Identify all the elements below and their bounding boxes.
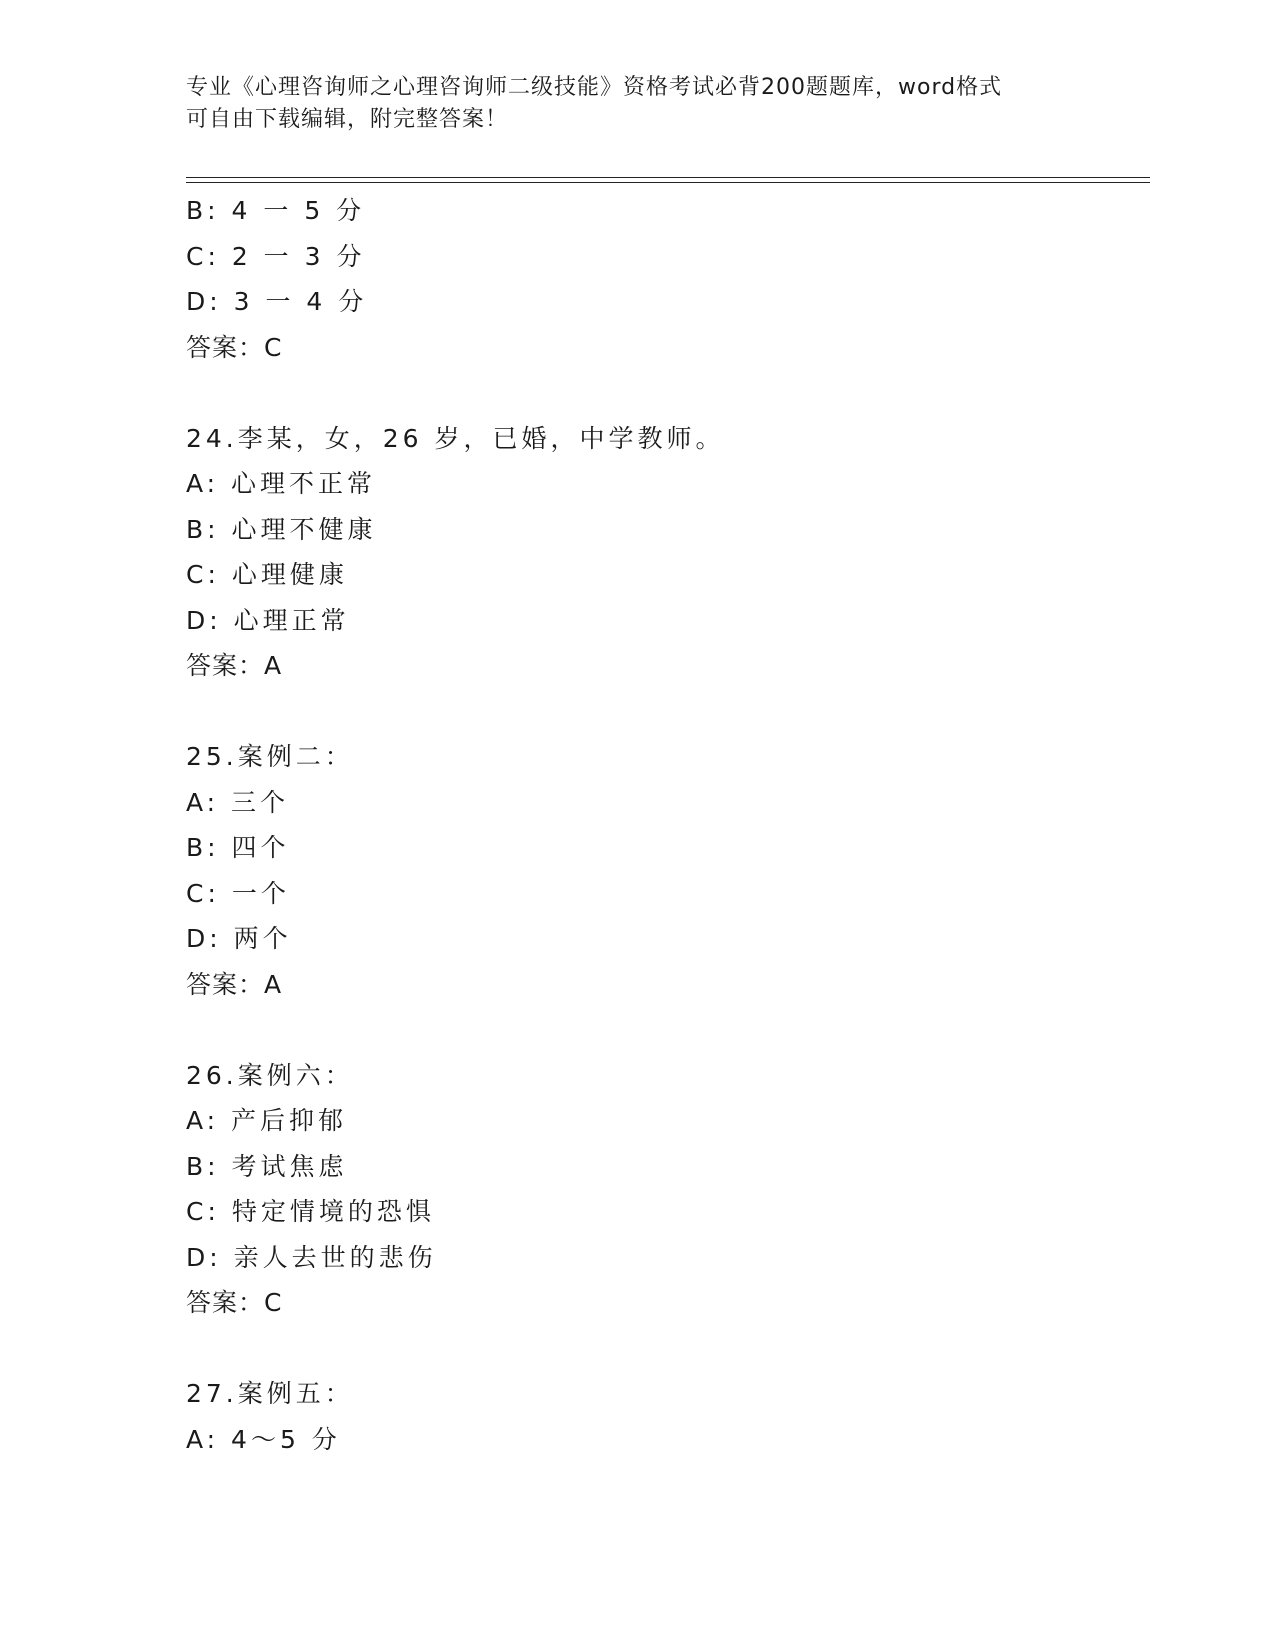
option-line: C: 2 一 3 分 — [186, 241, 366, 271]
header-title-line-1: 专业《心理咨询师之心理咨询师二级技能》资格考试必背200题题库，word格式 — [186, 75, 1003, 100]
header-title-line-2: 可自由下载编辑，附完整答案！ — [186, 107, 509, 132]
header-divider-bottom — [186, 182, 1150, 183]
answer-line: 答案：A — [186, 651, 283, 680]
question-stem: 26.案例六： — [186, 1060, 354, 1090]
option-line: B: 心理不健康 — [186, 514, 377, 544]
option-line: C: 特定情境的恐惧 — [186, 1197, 435, 1226]
spacer — [186, 1007, 1136, 1053]
question-list — [186, 188, 1136, 1462]
option-line: B: 四个 — [186, 833, 290, 862]
answer-line: 答案：C — [186, 1288, 283, 1317]
option-line: D: 心理正常 — [186, 605, 350, 635]
spacer — [186, 370, 1136, 416]
question-stem: 24.李某，女，26 岁，已婚，中学教师。 — [186, 423, 725, 453]
answer-line: 答案：C — [186, 332, 283, 362]
spacer — [186, 1326, 1136, 1372]
option-line: B: 考试焦虑 — [186, 1151, 348, 1181]
option-line: D: 两个 — [186, 924, 292, 953]
option-line: A: 4～5 分 — [186, 1424, 341, 1454]
option-line: A: 心理不正常 — [186, 469, 377, 498]
option-line: B: 4 一 5 分 — [186, 196, 366, 225]
spacer — [186, 689, 1136, 735]
question-stem: 27.案例五： — [186, 1379, 354, 1408]
answer-line: 答案：A — [186, 969, 283, 999]
option-line: A: 三个 — [186, 787, 290, 817]
option-line: D: 3 一 4 分 — [186, 287, 368, 316]
option-line: D: 亲人去世的悲伤 — [186, 1242, 437, 1272]
document-header — [186, 72, 1086, 136]
header-divider-top — [186, 177, 1150, 178]
option-line: C: 心理健康 — [186, 560, 348, 589]
option-line: C: 一个 — [186, 878, 290, 908]
option-line: A: 产后抑郁 — [186, 1106, 348, 1135]
question-stem: 25.案例二： — [186, 742, 354, 771]
